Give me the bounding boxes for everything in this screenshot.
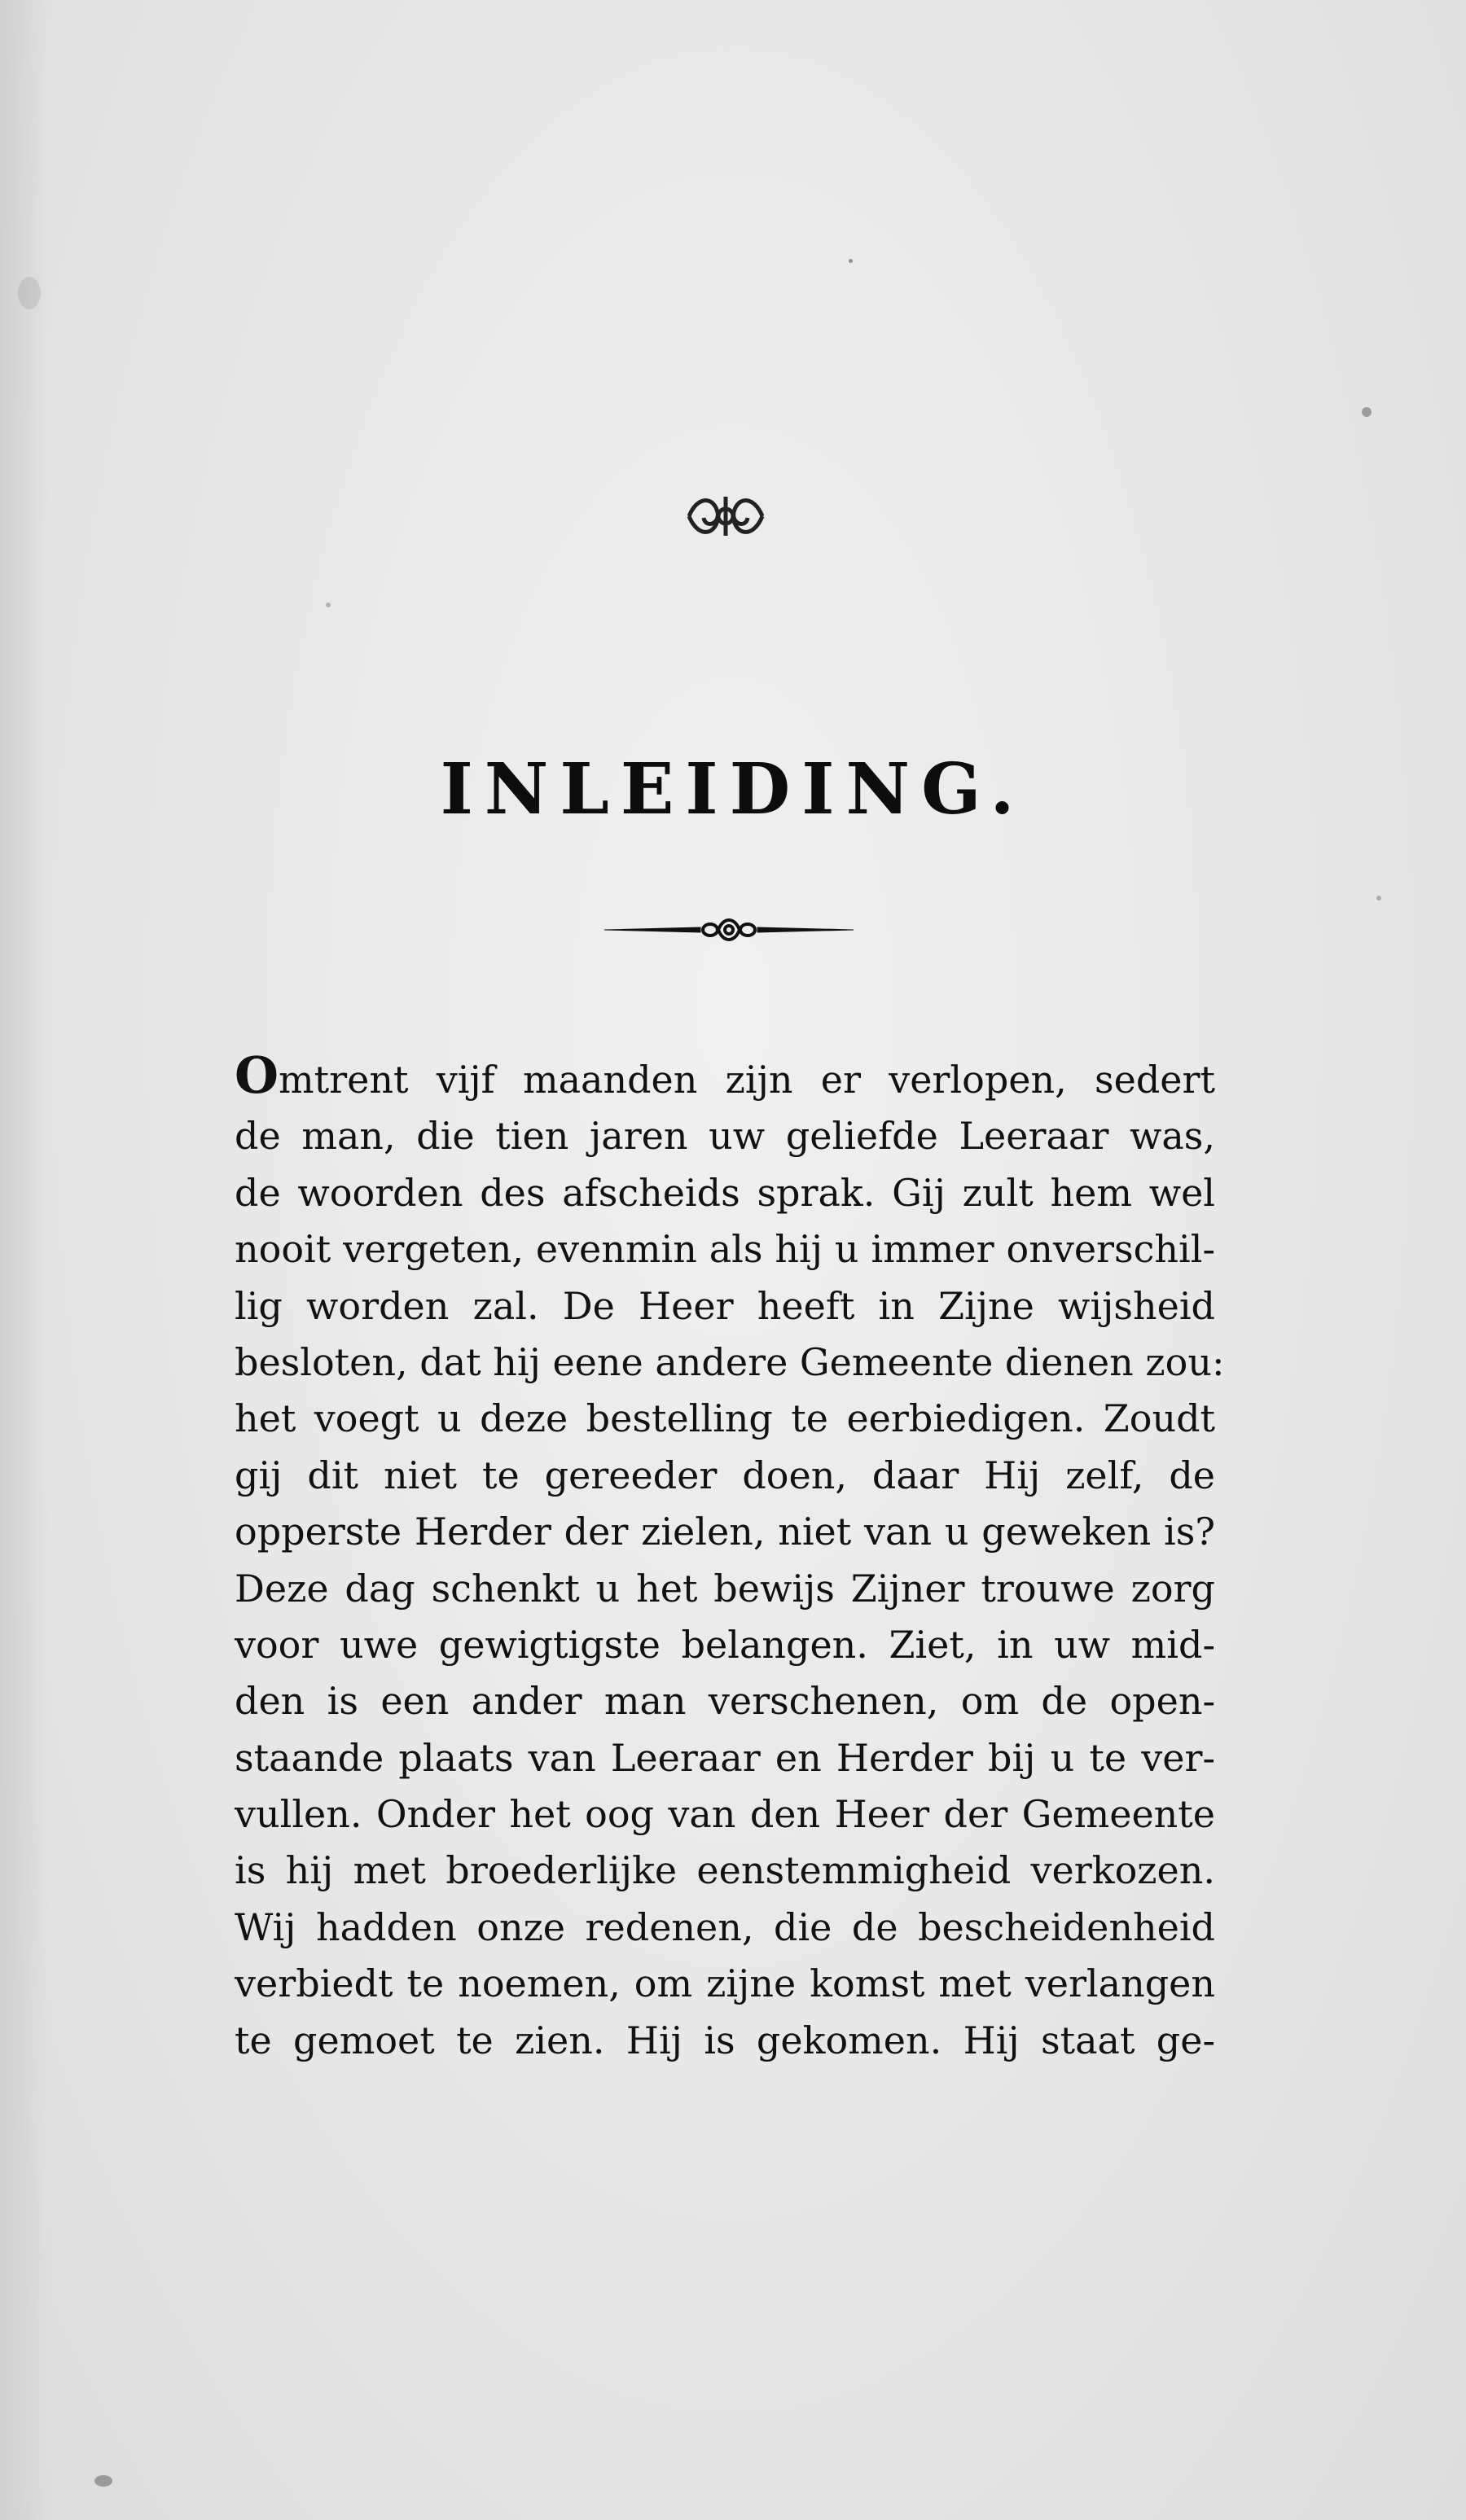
body-paragraph <box>235 1045 1225 2069</box>
paper-speck <box>94 2475 112 2487</box>
text-line: verbiedt te noemen, om zijne komst met verlangen <box>235 1961 1215 2006</box>
paper-speck <box>1376 896 1381 901</box>
text-line: Omtrent vijf maanden zijn er verlopen, sedert <box>235 1045 1215 1105</box>
paper-speck <box>849 259 853 263</box>
drop-cap: O <box>235 1045 279 1105</box>
paper-speck <box>18 277 41 309</box>
text-line: Deze dag schenkt u het bewijs Zijner trouwe zorg <box>235 1566 1215 1611</box>
text-line: opperste Herder der zielen, niet van u geweken is? <box>235 1510 1215 1554</box>
text-line: te gemoet te zien. Hij is gekomen. Hij staat ge- <box>235 2018 1215 2062</box>
page-title: INLEIDING. <box>440 748 1026 831</box>
decorative-rule-icon <box>603 914 855 946</box>
text-line: den is een ander man verschenen, om de open- <box>235 1679 1215 1724</box>
text-line: de man, die tien jaren uw geliefde Leeraar was, <box>235 1114 1215 1159</box>
text-line: nooit vergeten, evenmin als hij u immer onverschil- <box>235 1227 1215 1272</box>
text-line: vullen. Onder het oog van den Heer der Gemeente <box>235 1792 1215 1837</box>
text-line: staande plaats van Leeraar en Herder bij u te ver- <box>235 1735 1215 1780</box>
text-line: besloten, dat hij eene andere Gemeente dienen zou: <box>235 1339 1225 1384</box>
text-line: is hij met broederlijke eenstemmigheid verkozen. <box>235 1848 1215 1893</box>
text-line: het voegt u deze bestelling te eerbiedigen. Zoudt <box>235 1396 1215 1441</box>
text-line: de woorden des afscheids sprak. Gij zult hem wel <box>235 1170 1215 1215</box>
ornament-icon <box>681 492 770 541</box>
text-line: Wij hadden onze redenen, die de bescheidenheid <box>235 1904 1215 1949</box>
page-edge-shadow <box>0 0 49 2520</box>
text-line: lig worden zal. De Heer heeft in Zijne wijsheid <box>235 1283 1215 1328</box>
text-line: gij dit niet te gereeder doen, daar Hij zelf, de <box>235 1453 1215 1497</box>
paper-speck <box>1362 407 1372 417</box>
bleed-through-text <box>204 383 1311 1099</box>
text-line: voor uwe gewigtigste belangen. Ziet, in uw mid- <box>235 1622 1215 1667</box>
paper-speck <box>326 603 331 607</box>
